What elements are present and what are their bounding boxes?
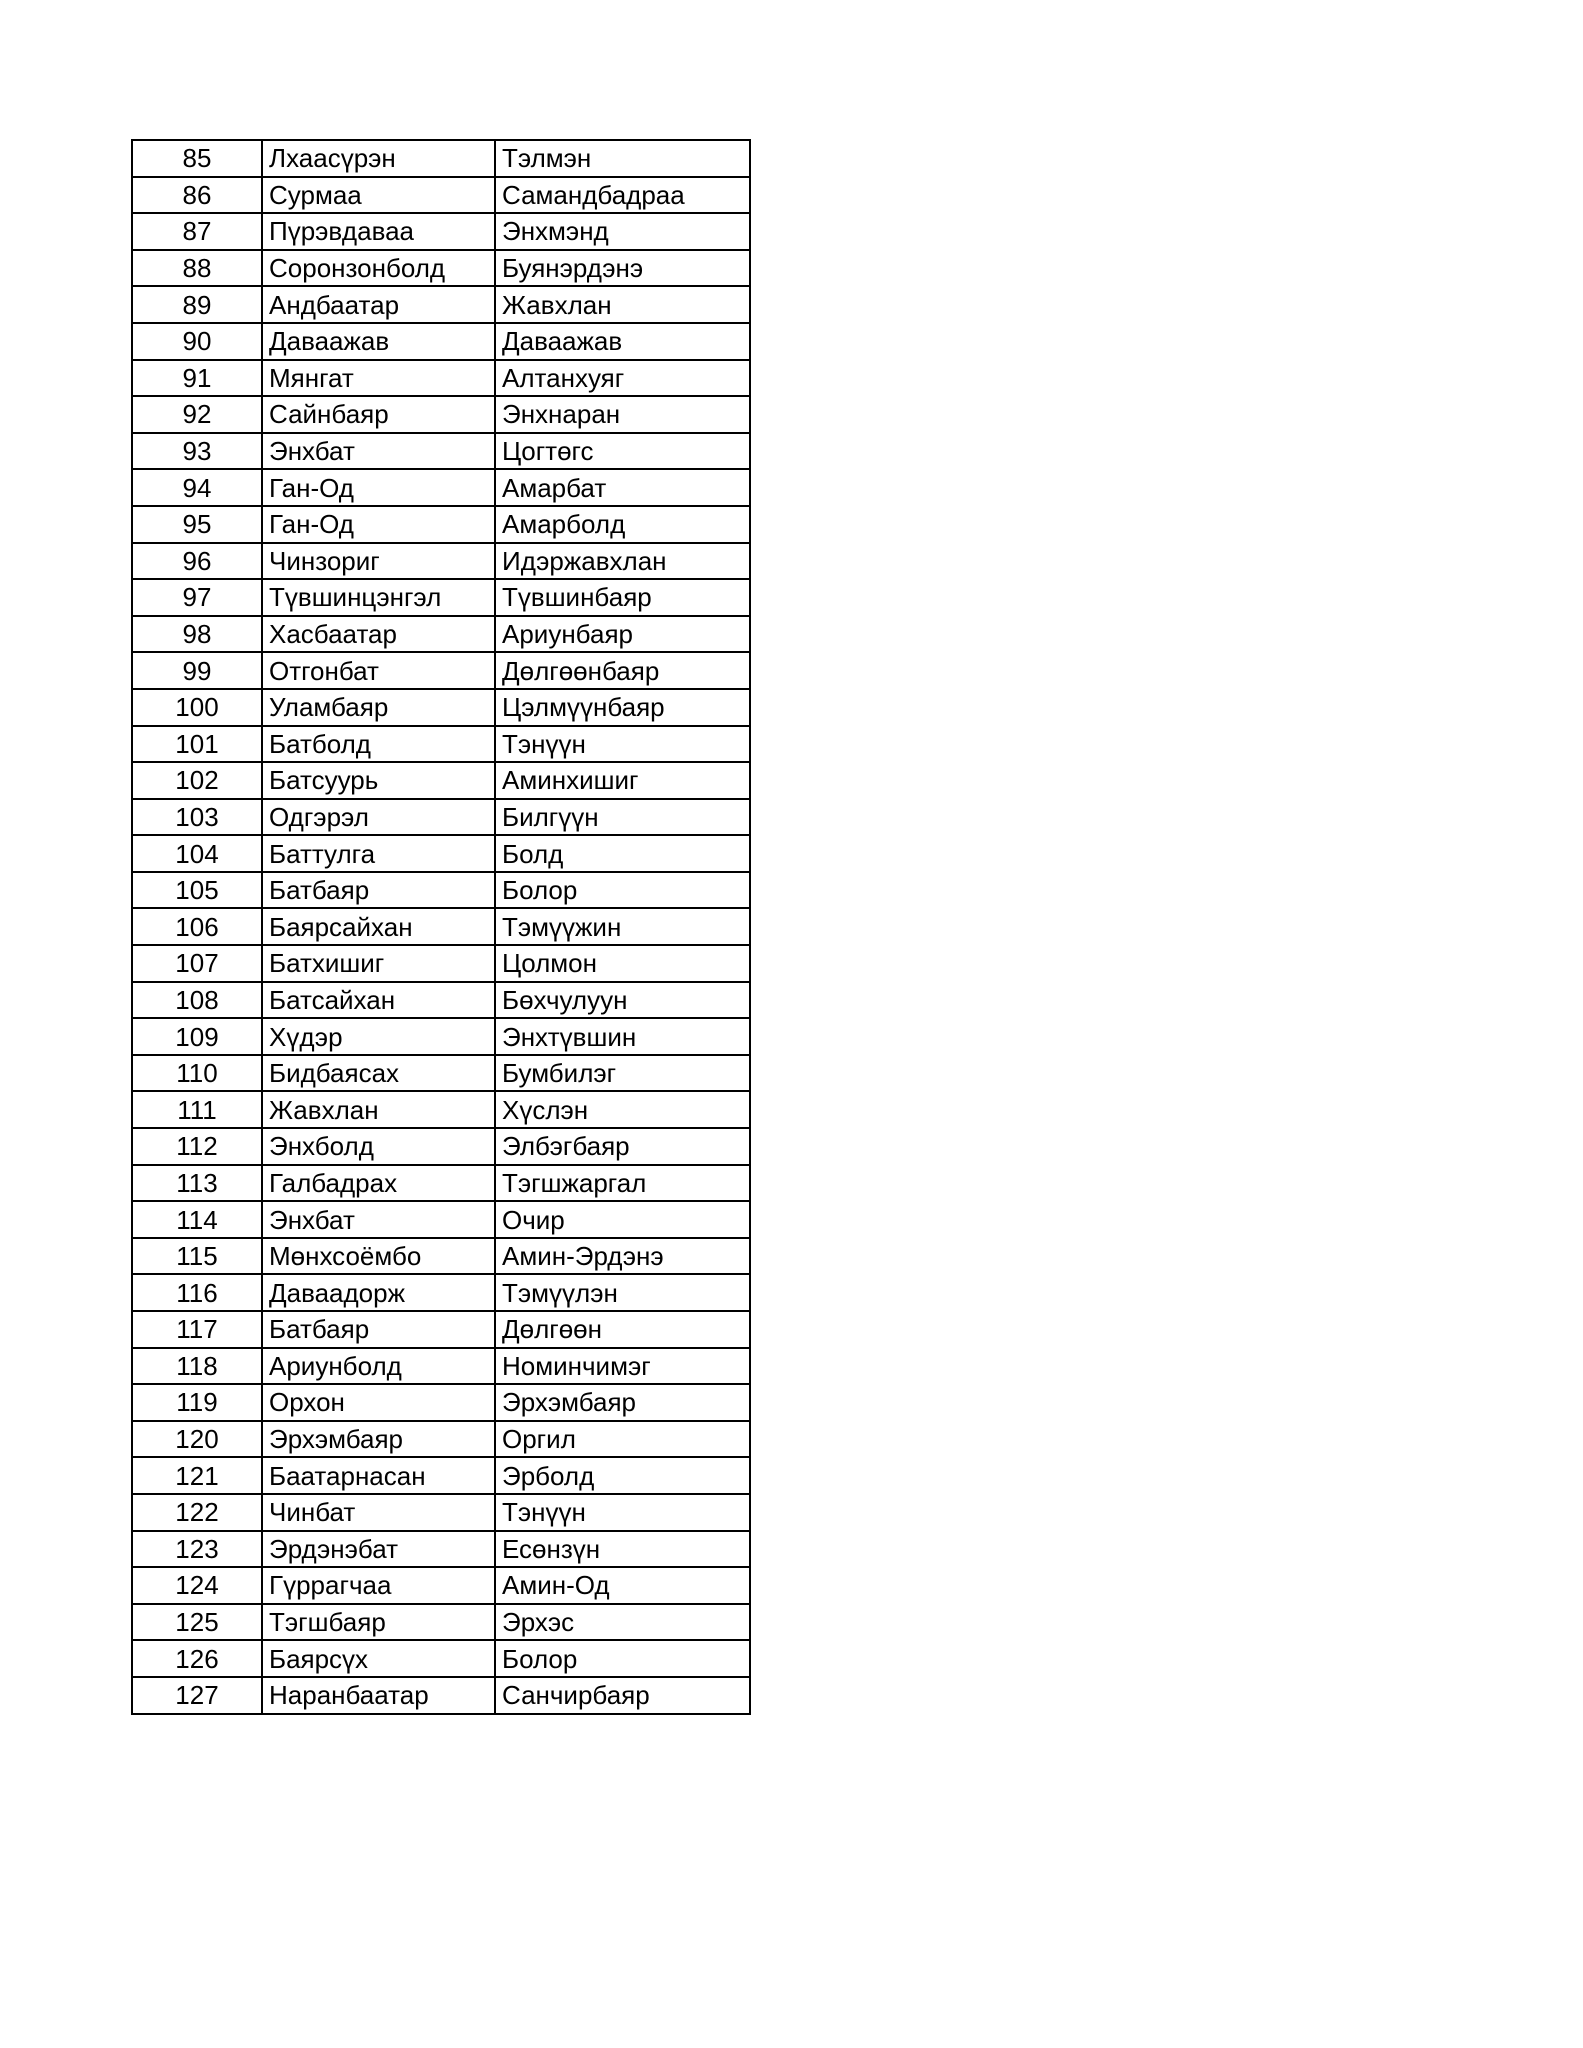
- table-row: [132, 1494, 750, 1531]
- table-row: [132, 1604, 750, 1641]
- row-number-cell: 111: [132, 1091, 262, 1128]
- second-name-cell: Самандбадраа: [495, 177, 750, 214]
- table-row: [132, 140, 750, 177]
- second-name-cell: Амин-Эрдэнэ: [495, 1238, 750, 1275]
- table-row: [132, 1531, 750, 1568]
- first-name-cell: Хасбаатар: [262, 616, 495, 653]
- second-name-cell: Энхтүвшин: [495, 1018, 750, 1055]
- table-row: [132, 1384, 750, 1421]
- table-row: [132, 1677, 750, 1714]
- row-number-cell: 107: [132, 945, 262, 982]
- row-number-cell: 106: [132, 908, 262, 945]
- first-name-cell: Одгэрэл: [262, 799, 495, 836]
- table-body: [132, 140, 750, 1714]
- first-name-cell: Даваадорж: [262, 1274, 495, 1311]
- row-number-cell: 86: [132, 177, 262, 214]
- first-name-cell: Наранбаатар: [262, 1677, 495, 1714]
- table-row: [132, 1311, 750, 1348]
- first-name-cell: Андбаатар: [262, 286, 495, 323]
- row-number-cell: 92: [132, 396, 262, 433]
- table-row: [132, 945, 750, 982]
- first-name-cell: Галбадрах: [262, 1165, 495, 1202]
- table-row: [132, 286, 750, 323]
- table-row: [132, 1055, 750, 1092]
- second-name-cell: Энхмэнд: [495, 213, 750, 250]
- row-number-cell: 119: [132, 1384, 262, 1421]
- first-name-cell: Энхболд: [262, 1128, 495, 1165]
- row-number-cell: 123: [132, 1531, 262, 1568]
- second-name-cell: Тэнүүн: [495, 1494, 750, 1531]
- second-name-cell: Энхнаран: [495, 396, 750, 433]
- first-name-cell: Баттулга: [262, 835, 495, 872]
- table-row: [132, 506, 750, 543]
- table-row: [132, 982, 750, 1019]
- table-row: [132, 1348, 750, 1385]
- table-row: [132, 1421, 750, 1458]
- second-name-cell: Бөхчулуун: [495, 982, 750, 1019]
- table-row: [132, 616, 750, 653]
- row-number-cell: 93: [132, 433, 262, 470]
- row-number-cell: 117: [132, 1311, 262, 1348]
- table-row: [132, 1165, 750, 1202]
- row-number-cell: 120: [132, 1421, 262, 1458]
- table-row: [132, 726, 750, 763]
- first-name-cell: Баярсайхан: [262, 908, 495, 945]
- table-row: [132, 433, 750, 470]
- second-name-cell: Тэлмэн: [495, 140, 750, 177]
- row-number-cell: 89: [132, 286, 262, 323]
- row-number-cell: 125: [132, 1604, 262, 1641]
- second-name-cell: Буянэрдэнэ: [495, 250, 750, 287]
- second-name-cell: Дөлгөөнбаяр: [495, 652, 750, 689]
- row-number-cell: 113: [132, 1165, 262, 1202]
- row-number-cell: 96: [132, 543, 262, 580]
- first-name-cell: Батсайхан: [262, 982, 495, 1019]
- table-row: [132, 360, 750, 397]
- table-row: [132, 652, 750, 689]
- row-number-cell: 87: [132, 213, 262, 250]
- row-number-cell: 100: [132, 689, 262, 726]
- second-name-cell: Оргил: [495, 1421, 750, 1458]
- second-name-cell: Амарбат: [495, 469, 750, 506]
- second-name-cell: Билгүүн: [495, 799, 750, 836]
- row-number-cell: 105: [132, 872, 262, 909]
- row-number-cell: 95: [132, 506, 262, 543]
- table-row: [132, 579, 750, 616]
- second-name-cell: Алтанхуяг: [495, 360, 750, 397]
- first-name-cell: Уламбаяр: [262, 689, 495, 726]
- first-name-cell: Гүррагчаа: [262, 1567, 495, 1604]
- first-name-cell: Сурмаа: [262, 177, 495, 214]
- first-name-cell: Баатарнасан: [262, 1457, 495, 1494]
- second-name-cell: Тэмүүлэн: [495, 1274, 750, 1311]
- second-name-cell: Тэмүүжин: [495, 908, 750, 945]
- table-row: [132, 469, 750, 506]
- second-name-cell: Санчирбаяр: [495, 1677, 750, 1714]
- row-number-cell: 108: [132, 982, 262, 1019]
- first-name-cell: Чинбат: [262, 1494, 495, 1531]
- first-name-cell: Баярсүх: [262, 1640, 495, 1677]
- first-name-cell: Тэгшбаяр: [262, 1604, 495, 1641]
- row-number-cell: 94: [132, 469, 262, 506]
- name-table: [131, 139, 751, 1715]
- row-number-cell: 116: [132, 1274, 262, 1311]
- second-name-cell: Есөнзүн: [495, 1531, 750, 1568]
- second-name-cell: Бумбилэг: [495, 1055, 750, 1092]
- first-name-cell: Чинзориг: [262, 543, 495, 580]
- row-number-cell: 118: [132, 1348, 262, 1385]
- row-number-cell: 122: [132, 1494, 262, 1531]
- second-name-cell: Аминхишиг: [495, 762, 750, 799]
- first-name-cell: Орхон: [262, 1384, 495, 1421]
- second-name-cell: Амарболд: [495, 506, 750, 543]
- row-number-cell: 99: [132, 652, 262, 689]
- second-name-cell: Цолмон: [495, 945, 750, 982]
- row-number-cell: 102: [132, 762, 262, 799]
- row-number-cell: 115: [132, 1238, 262, 1275]
- table-row: [132, 1640, 750, 1677]
- second-name-cell: Амин-Од: [495, 1567, 750, 1604]
- second-name-cell: Элбэгбаяр: [495, 1128, 750, 1165]
- table-row: [132, 1018, 750, 1055]
- table-row: [132, 323, 750, 360]
- table-row: [132, 1567, 750, 1604]
- row-number-cell: 110: [132, 1055, 262, 1092]
- first-name-cell: Эрдэнэбат: [262, 1531, 495, 1568]
- second-name-cell: Тэгшжаргал: [495, 1165, 750, 1202]
- first-name-cell: Даваажав: [262, 323, 495, 360]
- first-name-cell: Мөнхсоёмбо: [262, 1238, 495, 1275]
- table-row: [132, 1274, 750, 1311]
- first-name-cell: Энхбат: [262, 1201, 495, 1238]
- second-name-cell: Цогтөгс: [495, 433, 750, 470]
- second-name-cell: Болор: [495, 872, 750, 909]
- row-number-cell: 97: [132, 579, 262, 616]
- first-name-cell: Ариунболд: [262, 1348, 495, 1385]
- row-number-cell: 90: [132, 323, 262, 360]
- row-number-cell: 85: [132, 140, 262, 177]
- first-name-cell: Соронзонболд: [262, 250, 495, 287]
- first-name-cell: Батхишиг: [262, 945, 495, 982]
- first-name-cell: Бидбаясах: [262, 1055, 495, 1092]
- second-name-cell: Жавхлан: [495, 286, 750, 323]
- second-name-cell: Тэнүүн: [495, 726, 750, 763]
- row-number-cell: 88: [132, 250, 262, 287]
- row-number-cell: 126: [132, 1640, 262, 1677]
- first-name-cell: Эрхэмбаяр: [262, 1421, 495, 1458]
- table-row: [132, 543, 750, 580]
- table-row: [132, 835, 750, 872]
- first-name-cell: Пүрэвдаваа: [262, 213, 495, 250]
- second-name-cell: Эрхэмбаяр: [495, 1384, 750, 1421]
- row-number-cell: 104: [132, 835, 262, 872]
- first-name-cell: Ган-Од: [262, 469, 495, 506]
- table-row: [132, 1238, 750, 1275]
- second-name-cell: Болд: [495, 835, 750, 872]
- row-number-cell: 114: [132, 1201, 262, 1238]
- table-row: [132, 213, 750, 250]
- second-name-cell: Хүслэн: [495, 1091, 750, 1128]
- second-name-cell: Цэлмүүнбаяр: [495, 689, 750, 726]
- table-row: [132, 689, 750, 726]
- row-number-cell: 121: [132, 1457, 262, 1494]
- row-number-cell: 98: [132, 616, 262, 653]
- second-name-cell: Даваажав: [495, 323, 750, 360]
- first-name-cell: Энхбат: [262, 433, 495, 470]
- table-row: [132, 1091, 750, 1128]
- table-row: [132, 908, 750, 945]
- table-row: [132, 762, 750, 799]
- row-number-cell: 101: [132, 726, 262, 763]
- table-row: [132, 177, 750, 214]
- first-name-cell: Түвшинцэнгэл: [262, 579, 495, 616]
- second-name-cell: Болор: [495, 1640, 750, 1677]
- row-number-cell: 109: [132, 1018, 262, 1055]
- table-row: [132, 872, 750, 909]
- first-name-cell: Жавхлан: [262, 1091, 495, 1128]
- second-name-cell: Ариунбаяр: [495, 616, 750, 653]
- second-name-cell: Номинчимэг: [495, 1348, 750, 1385]
- second-name-cell: Идэржавхлан: [495, 543, 750, 580]
- table-row: [132, 1201, 750, 1238]
- first-name-cell: Батсуурь: [262, 762, 495, 799]
- table-row: [132, 396, 750, 433]
- table-row: [132, 250, 750, 287]
- row-number-cell: 124: [132, 1567, 262, 1604]
- first-name-cell: Ган-Од: [262, 506, 495, 543]
- second-name-cell: Эрболд: [495, 1457, 750, 1494]
- table-row: [132, 1128, 750, 1165]
- first-name-cell: Отгонбат: [262, 652, 495, 689]
- second-name-cell: Очир: [495, 1201, 750, 1238]
- second-name-cell: Түвшинбаяр: [495, 579, 750, 616]
- first-name-cell: Лхаасүрэн: [262, 140, 495, 177]
- table-row: [132, 1457, 750, 1494]
- first-name-cell: Батбаяр: [262, 1311, 495, 1348]
- first-name-cell: Сайнбаяр: [262, 396, 495, 433]
- row-number-cell: 91: [132, 360, 262, 397]
- second-name-cell: Дөлгөөн: [495, 1311, 750, 1348]
- row-number-cell: 103: [132, 799, 262, 836]
- row-number-cell: 112: [132, 1128, 262, 1165]
- row-number-cell: 127: [132, 1677, 262, 1714]
- first-name-cell: Батбаяр: [262, 872, 495, 909]
- first-name-cell: Мянгат: [262, 360, 495, 397]
- table-row: [132, 799, 750, 836]
- second-name-cell: Эрхэс: [495, 1604, 750, 1641]
- first-name-cell: Батболд: [262, 726, 495, 763]
- first-name-cell: Хүдэр: [262, 1018, 495, 1055]
